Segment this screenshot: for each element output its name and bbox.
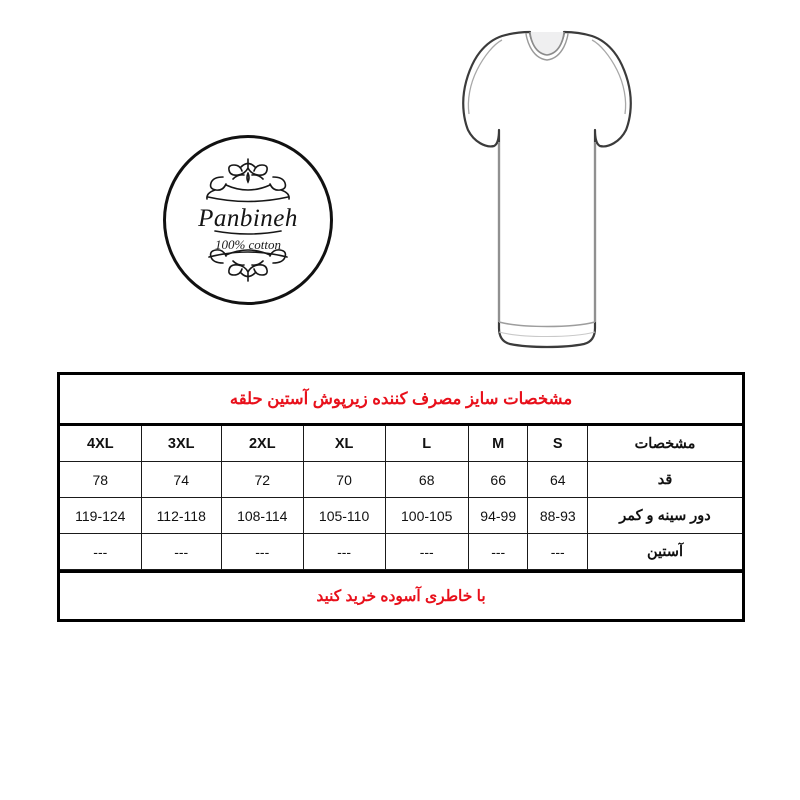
table-cell: ---	[221, 534, 303, 570]
sleeveless-tank-top-icon	[452, 22, 642, 362]
table-cell: 88-93	[528, 498, 588, 534]
table-cell: 74	[141, 462, 221, 498]
table-header-size: XL	[303, 426, 385, 462]
footer-note: با خاطری آسوده خرید کنید	[316, 587, 486, 605]
table-header-row	[60, 426, 742, 462]
table-cell: 112-118	[141, 498, 221, 534]
table-cell: ---	[141, 534, 221, 570]
table-cell: 100-105	[385, 498, 468, 534]
table-cell: 64	[528, 462, 588, 498]
table-cell: 119-124	[60, 498, 141, 534]
size-chart-title-row	[60, 375, 742, 426]
brand-name: Panbineh	[198, 205, 298, 232]
size-chart-footer-row	[60, 570, 742, 619]
brand-tagline: 100% cotton	[214, 237, 282, 252]
table-row	[60, 534, 742, 570]
table-header-size: 4XL	[60, 426, 141, 462]
table-cell: ---	[303, 534, 385, 570]
brand-logo	[163, 135, 333, 305]
table-header-size: L	[385, 426, 468, 462]
size-chart-table	[57, 372, 745, 622]
table-header-characteristics: مشخصات	[588, 426, 743, 462]
table-cell: ---	[468, 534, 528, 570]
table-header-size: M	[468, 426, 528, 462]
table-cell: 70	[303, 462, 385, 498]
measurements-table	[60, 426, 742, 570]
table-header-size: 2XL	[221, 426, 303, 462]
table-row	[60, 462, 742, 498]
table-cell: 66	[468, 462, 528, 498]
row-label: آستین	[588, 534, 743, 570]
table-row	[60, 498, 742, 534]
table-cell: ---	[528, 534, 588, 570]
table-cell: ---	[385, 534, 468, 570]
table-cell: ---	[60, 534, 141, 570]
row-label: دور سینه و کمر	[588, 498, 743, 534]
table-cell: 68	[385, 462, 468, 498]
page-title: مشخصات سایز مصرف کننده زیرپوش آستین حلقه	[229, 390, 573, 408]
table-cell: 72	[221, 462, 303, 498]
table-cell: 105-110	[303, 498, 385, 534]
table-cell: 78	[60, 462, 141, 498]
table-cell: 108-114	[221, 498, 303, 534]
table-cell: 94-99	[468, 498, 528, 534]
table-header-size: S	[528, 426, 588, 462]
table-header-size: 3XL	[141, 426, 221, 462]
row-label: قد	[588, 462, 743, 498]
